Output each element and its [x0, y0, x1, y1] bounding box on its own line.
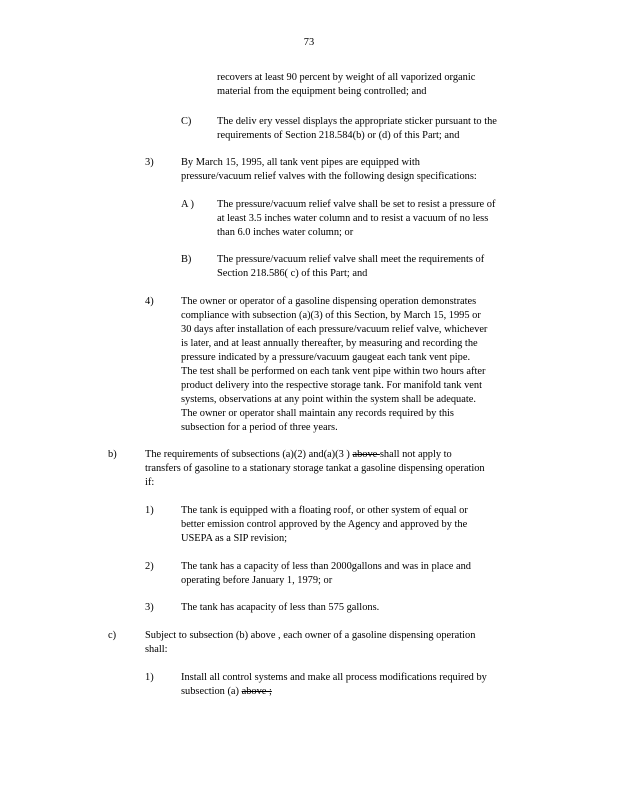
- item-text-3: [181, 156, 539, 184]
- text-line: 30 days after installation of each pressure/vacuum relief valve, whichever: [181, 324, 488, 335]
- text-line: better emission control approved by the Agency and approved by the: [181, 519, 468, 530]
- item-label-b: b): [108, 449, 117, 460]
- page-number: 73: [303, 37, 315, 48]
- item-label-3: 3): [145, 157, 154, 168]
- item-label-c: c): [108, 630, 117, 641]
- text-line: The tank has a capacity of less than 2000gallons and was in place and: [181, 561, 471, 572]
- text-line: The tank is equipped with a floating roof, or other system of equal or: [181, 505, 468, 516]
- paragraph-continuation-text: [217, 71, 539, 99]
- item-label-b2: 2): [145, 561, 154, 572]
- text-line: at least 3.5 inches water column and to resist a vacuum of no less: [217, 213, 489, 224]
- text-line: subsection (a) above ;: [181, 686, 272, 697]
- text-line: is later, and at least annually thereafter, by measuring and recording the: [181, 338, 478, 349]
- item-text-b: [145, 448, 539, 490]
- text-line: than 6.0 inches water column; or: [217, 227, 354, 238]
- text-line: compliance with subsection (a)(3) of this Section, by March 15, 1995 or: [181, 310, 481, 321]
- text-line: pressure/vacuum relief valves with the following design specifications:: [181, 171, 477, 182]
- item-label-b1: 1): [145, 505, 154, 516]
- struck-text: above: [352, 449, 380, 460]
- text-line: subsection for a period of three years.: [181, 422, 338, 433]
- item-text-A: [217, 198, 539, 240]
- text-line: recovers at least 90 percent by weight of all vaporized organic: [217, 72, 476, 83]
- text-line: pressure indicated by a pressure/vacuum gaugeat each tank vent pipe.: [181, 352, 471, 363]
- text-line: The test shall be performed on each tank vent pipe within two hours after: [181, 366, 486, 377]
- text-line: The pressure/vacuum relief valve shall be set to resist a pressure of: [217, 199, 496, 210]
- item-text-b1: [181, 504, 539, 546]
- text-line: Section 218.586( c) of this Part; and: [217, 268, 368, 279]
- item-text-4: [181, 295, 539, 435]
- text-line: operating before January 1, 1979; or: [181, 575, 333, 586]
- item-text-c: [145, 629, 539, 657]
- item-text-C: [217, 115, 539, 143]
- text-line: shall:: [145, 644, 168, 655]
- text-line: transfers of gasoline to a stationary storage tankat a gasoline dispensing operation: [145, 463, 485, 474]
- item-label-C: C): [181, 116, 192, 127]
- text-line: requirements of Section 218.584(b) or (d) of this Part; and: [217, 130, 460, 141]
- text-line: systems, observations at any point within the system shall be adequate.: [181, 394, 476, 405]
- text-line: product delivery into the respective storage tank. For manifold tank vent: [181, 380, 482, 391]
- item-label-B: B): [181, 254, 192, 265]
- text-line: Install all control systems and make all process modifications required by: [181, 672, 487, 683]
- text-line: The owner or operator shall maintain any records required by this: [181, 408, 454, 419]
- text-line: The deliv ery vessel displays the appropriate sticker pursuant to the: [217, 116, 497, 127]
- item-label-A: A ): [181, 199, 194, 210]
- item-label-4: 4): [145, 296, 154, 307]
- text-line: Subject to subsection (b) above , each owner of a gasoline dispensing operation: [145, 630, 476, 641]
- text-line: USEPA as a SIP revision;: [181, 533, 288, 544]
- item-text-b2: [181, 560, 539, 588]
- text-line: The pressure/vacuum relief valve shall meet the requirements of: [217, 254, 485, 265]
- item-text-c1: [181, 671, 539, 699]
- item-text-b3: [181, 601, 539, 615]
- text-line: By March 15, 1995, all tank vent pipes are equipped with: [181, 157, 420, 168]
- item-label-c1: 1): [145, 672, 154, 683]
- text-line: The owner or operator of a gasoline dispensing operation demonstrates: [181, 296, 477, 307]
- text-line: The requirements of subsections (a)(2) and(a)(3 ) above shall not apply to: [145, 449, 452, 460]
- text-line: if:: [145, 477, 155, 488]
- struck-text: above ;: [241, 686, 272, 697]
- text-line: material from the equipment being controlled; and: [217, 86, 427, 97]
- text-line: The tank has acapacity of less than 575 gallons.: [181, 602, 380, 613]
- item-text-B: [217, 253, 539, 281]
- item-label-b3: 3): [145, 602, 154, 613]
